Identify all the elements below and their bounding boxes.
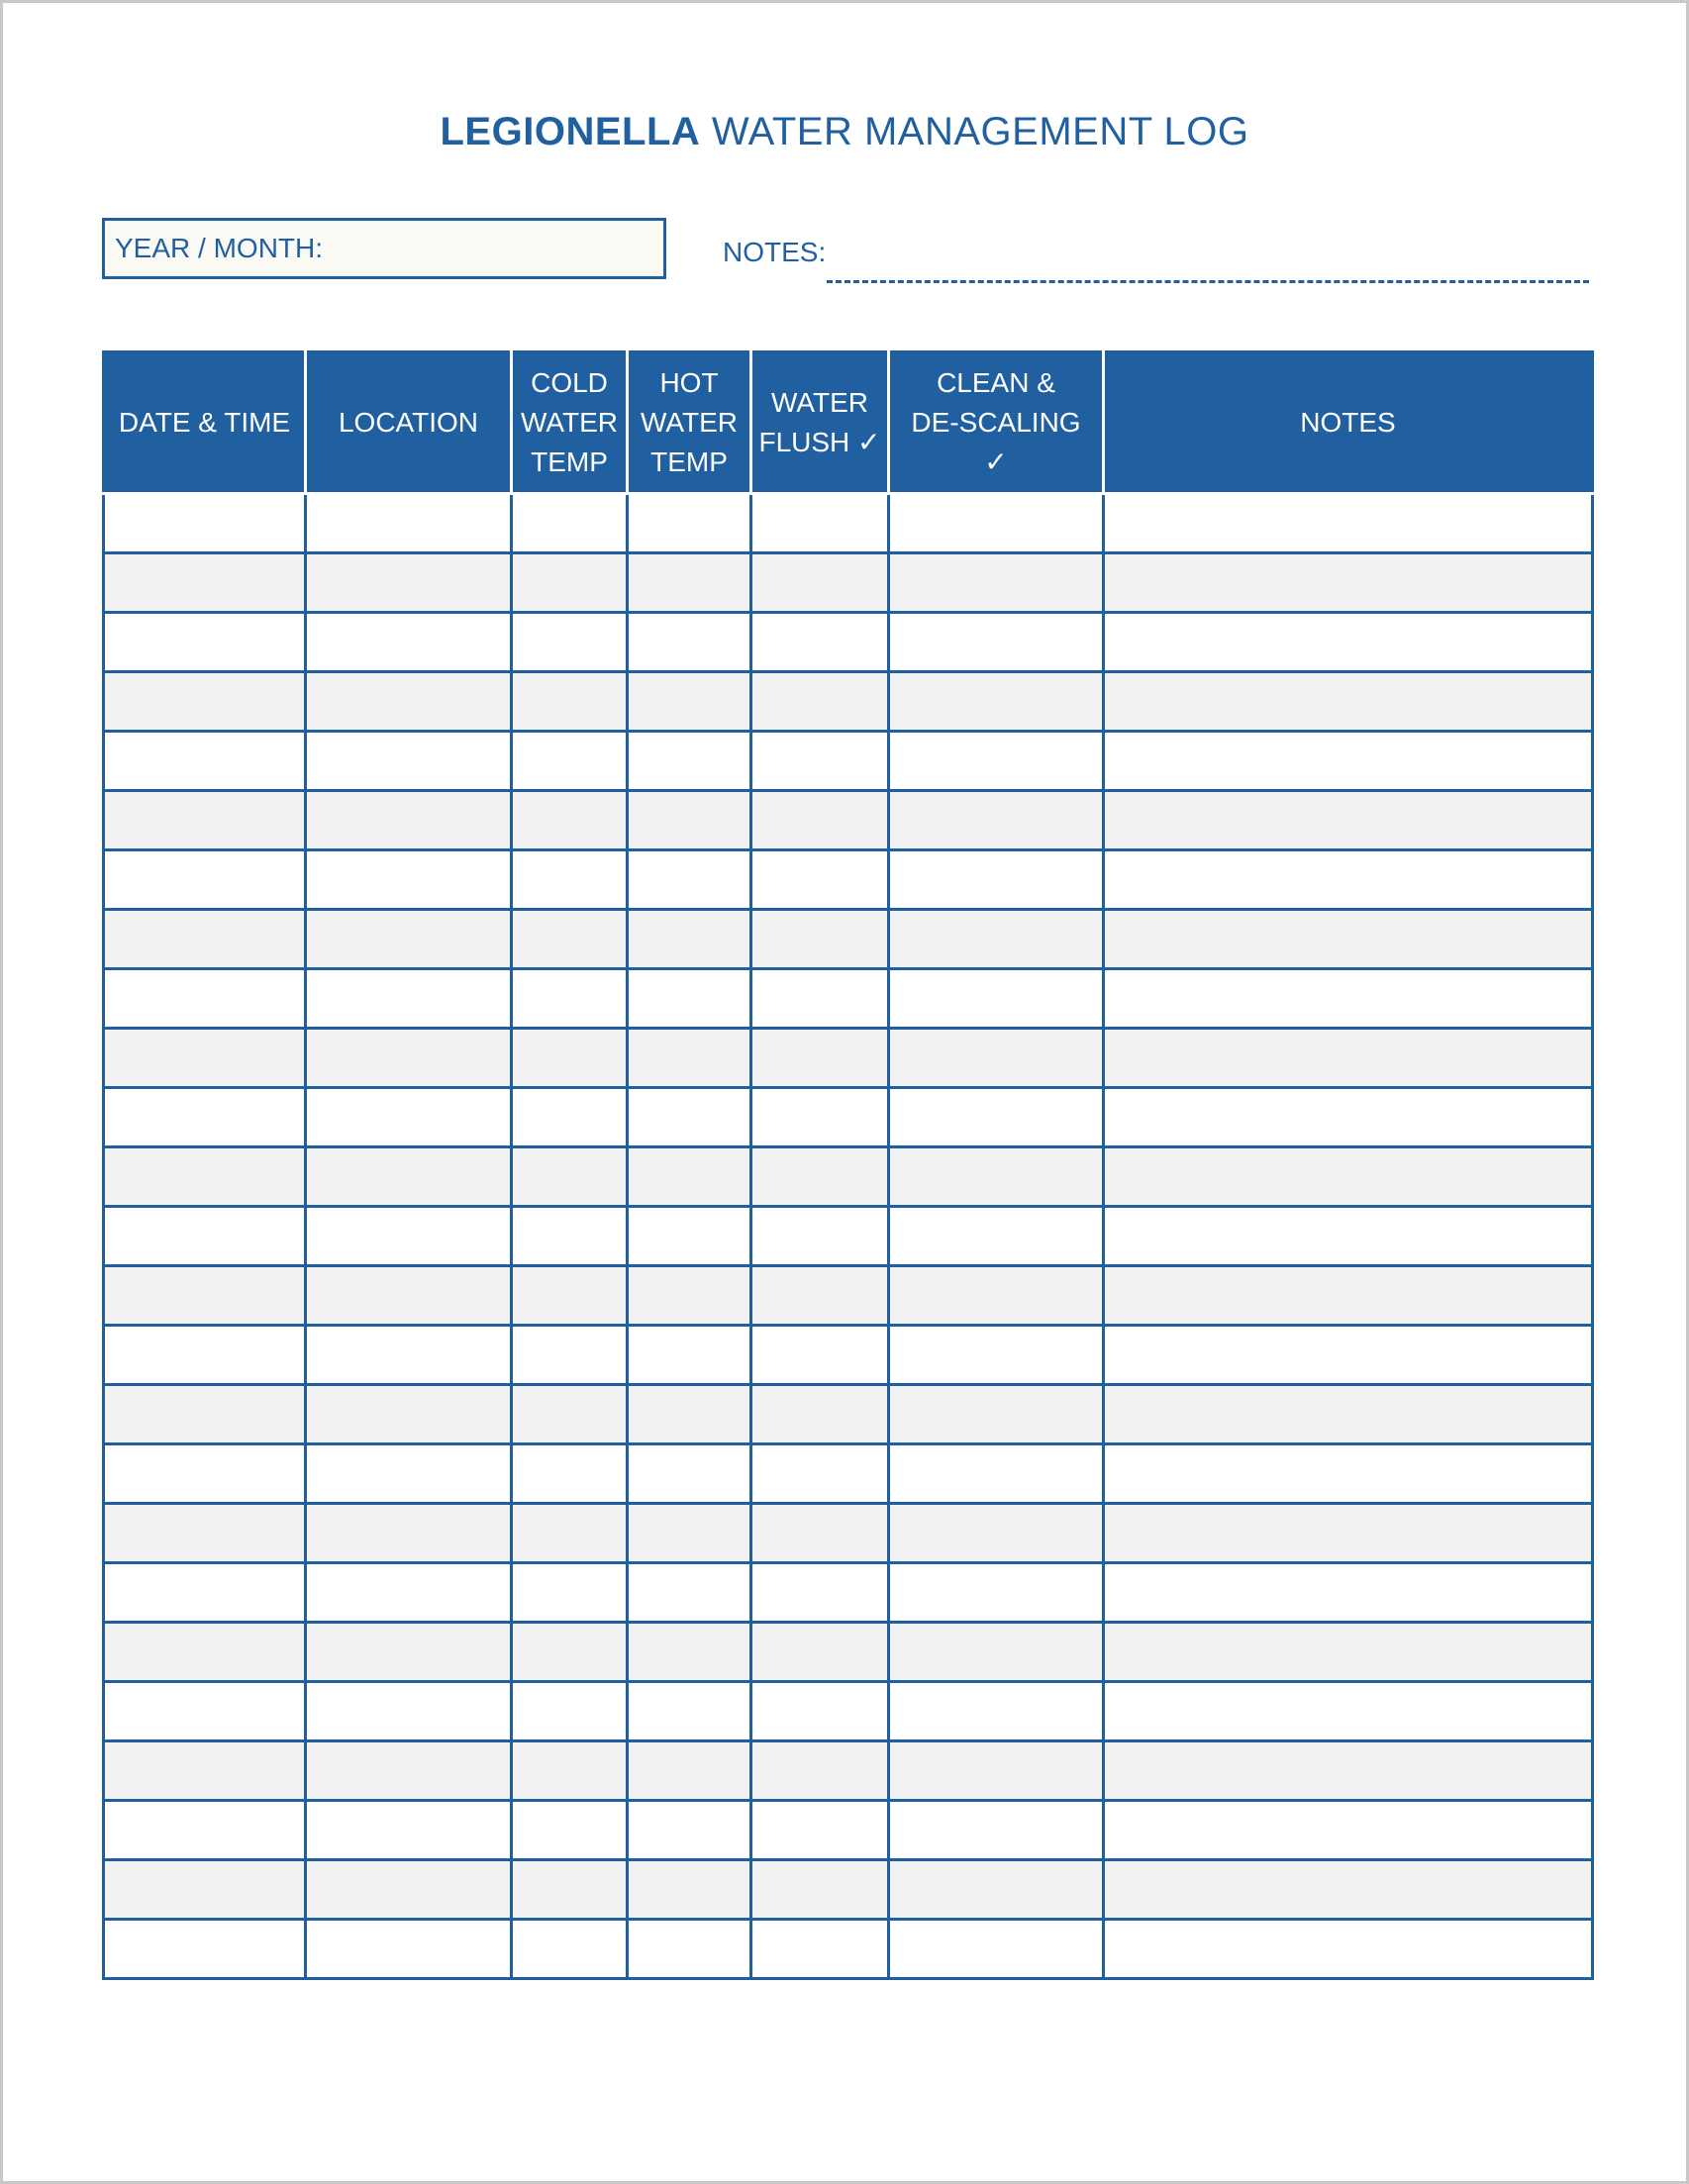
location-cell[interactable] [306,672,512,732]
clean-descaling-cell[interactable] [889,1385,1104,1444]
cold-water-temp-cell[interactable] [512,910,628,969]
notes-label: NOTES: [723,237,827,267]
clean-descaling-cell[interactable] [889,553,1104,613]
water-flush-cell[interactable] [751,1266,889,1326]
table-row [104,1266,1593,1326]
cold-water-temp-cell[interactable] [512,1207,628,1266]
date-time-cell[interactable] [104,1563,306,1623]
table-row [104,672,1593,732]
hot-water-temp-cell[interactable] [628,1088,751,1147]
cold-water-temp-cell[interactable] [512,672,628,732]
table-row [104,1147,1593,1207]
clean-descaling-cell[interactable] [889,1801,1104,1860]
hot-water-temp-cell[interactable] [628,1682,751,1741]
location-cell[interactable] [306,1504,512,1563]
location-cell[interactable] [306,1088,512,1147]
hot-water-temp-cell[interactable] [628,1385,751,1444]
notes-cell[interactable] [1104,1623,1593,1682]
location-cell[interactable] [306,1326,512,1385]
table-row [104,791,1593,850]
table-row [104,1088,1593,1147]
water-flush-cell[interactable] [751,494,889,553]
year-month-label: YEAR / MONTH: [115,233,324,263]
table-row [104,969,1593,1029]
water-flush-cell[interactable] [751,1207,889,1266]
notes-cell[interactable] [1104,1326,1593,1385]
location-cell[interactable] [306,1444,512,1504]
date-time-cell[interactable] [104,1088,306,1147]
notes-cell[interactable] [1104,1741,1593,1801]
location-cell[interactable] [306,1801,512,1860]
location-cell[interactable] [306,1563,512,1623]
log-body [104,494,1593,1979]
clean-descaling-cell[interactable] [889,1088,1104,1147]
water-flush-cell[interactable] [751,1563,889,1623]
cold-water-temp-cell[interactable] [512,850,628,910]
notes-cell[interactable] [1104,1563,1593,1623]
location-cell[interactable] [306,1741,512,1801]
cold-water-temp-cell[interactable] [512,1920,628,1979]
cold-water-temp-cell[interactable] [512,1504,628,1563]
table-row [104,1860,1593,1920]
clean-descaling-cell[interactable] [889,1444,1104,1504]
location-cell[interactable] [306,1920,512,1979]
clean-descaling-cell[interactable] [889,613,1104,672]
title-bold: LEGIONELLA [440,110,701,153]
clean-descaling-cell[interactable] [889,1682,1104,1741]
water-flush-cell[interactable] [751,1326,889,1385]
water-flush-cell[interactable] [751,969,889,1029]
date-time-cell[interactable] [104,850,306,910]
hot-water-temp-cell[interactable] [628,1504,751,1563]
water-flush-cell[interactable] [751,1682,889,1741]
col-water-flush: WATER FLUSH ✓ [751,352,889,494]
clean-descaling-cell[interactable] [889,732,1104,791]
water-flush-cell[interactable] [751,1860,889,1920]
clean-descaling-cell[interactable] [889,672,1104,732]
clean-descaling-cell[interactable] [889,910,1104,969]
col-clean-descaling: CLEAN & DE-SCALING ✓ [889,352,1104,494]
table-row [104,1741,1593,1801]
table-row [104,1504,1593,1563]
date-time-cell[interactable] [104,494,306,553]
col-hot-water-temp: HOT WATER TEMP [628,352,751,494]
table-row [104,732,1593,791]
table-row [104,1682,1593,1741]
date-time-cell[interactable] [104,672,306,732]
location-cell[interactable] [306,969,512,1029]
water-flush-cell[interactable] [751,910,889,969]
water-flush-cell[interactable] [751,1029,889,1088]
date-time-cell[interactable] [104,1860,306,1920]
water-flush-cell[interactable] [751,1444,889,1504]
notes-cell[interactable] [1104,969,1593,1029]
location-cell[interactable] [306,1207,512,1266]
table-row [104,494,1593,553]
date-time-cell[interactable] [104,732,306,791]
col-cold-water-temp: COLD WATER TEMP [512,352,628,494]
clean-descaling-cell[interactable] [889,1920,1104,1979]
table-row [104,1920,1593,1979]
clean-descaling-cell[interactable] [889,1266,1104,1326]
cold-water-temp-cell[interactable] [512,1682,628,1741]
notes-cell[interactable] [1104,1504,1593,1563]
water-flush-cell[interactable] [751,850,889,910]
date-time-cell[interactable] [104,1504,306,1563]
water-flush-cell[interactable] [751,1088,889,1147]
cold-water-temp-cell[interactable] [512,791,628,850]
table-row [104,850,1593,910]
table-row [104,1623,1593,1682]
water-flush-cell[interactable] [751,1147,889,1207]
notes-cell[interactable] [1104,613,1593,672]
date-time-cell[interactable] [104,1147,306,1207]
location-cell[interactable] [306,910,512,969]
date-time-cell[interactable] [104,791,306,850]
cold-water-temp-cell[interactable] [512,1741,628,1801]
hot-water-temp-cell[interactable] [628,672,751,732]
hot-water-temp-cell[interactable] [628,1029,751,1088]
hot-water-temp-cell[interactable] [628,732,751,791]
header-row [104,352,1593,494]
hot-water-temp-cell[interactable] [628,1920,751,1979]
water-flush-cell[interactable] [751,1801,889,1860]
clean-descaling-cell[interactable] [889,1207,1104,1266]
notes-cell[interactable] [1104,553,1593,613]
notes-cell[interactable] [1104,850,1593,910]
hot-water-temp-cell[interactable] [628,1444,751,1504]
date-time-cell[interactable] [104,1029,306,1088]
water-flush-cell[interactable] [751,672,889,732]
date-time-cell[interactable] [104,910,306,969]
notes-cell[interactable] [1104,732,1593,791]
water-flush-cell[interactable] [751,553,889,613]
log-table [102,350,1594,1980]
hot-water-temp-cell[interactable] [628,553,751,613]
cold-water-temp-cell[interactable] [512,494,628,553]
clean-descaling-cell[interactable] [889,1147,1104,1207]
notes-cell[interactable] [1104,1682,1593,1741]
cold-water-temp-cell[interactable] [512,1623,628,1682]
year-month-field[interactable] [102,218,666,279]
date-time-cell[interactable] [104,969,306,1029]
col-location: LOCATION [306,352,512,494]
col-notes: NOTES [1104,352,1593,494]
location-cell[interactable] [306,850,512,910]
cold-water-temp-cell[interactable] [512,1266,628,1326]
hot-water-temp-cell[interactable] [628,850,751,910]
location-cell[interactable] [306,613,512,672]
table-row [104,1385,1593,1444]
hot-water-temp-cell[interactable] [628,1147,751,1207]
location-cell[interactable] [306,732,512,791]
date-time-cell[interactable] [104,1682,306,1741]
date-time-cell[interactable] [104,1266,306,1326]
clean-descaling-cell[interactable] [889,791,1104,850]
notes-cell[interactable] [1104,791,1593,850]
table-row [104,1207,1593,1266]
table-row [104,910,1593,969]
col-date-time: DATE & TIME [104,352,306,494]
cold-water-temp-cell[interactable] [512,613,628,672]
date-time-cell[interactable] [104,1920,306,1979]
clean-descaling-cell[interactable] [889,1860,1104,1920]
notes-cell[interactable] [1104,1920,1593,1979]
cold-water-temp-cell[interactable] [512,1326,628,1385]
date-time-cell[interactable] [104,613,306,672]
notes-cell[interactable] [1104,910,1593,969]
date-time-cell[interactable] [104,1623,306,1682]
location-cell[interactable] [306,494,512,553]
hot-water-temp-cell[interactable] [628,969,751,1029]
water-flush-cell[interactable] [751,1623,889,1682]
location-cell[interactable] [306,1266,512,1326]
notes-cell[interactable] [1104,1444,1593,1504]
hot-water-temp-cell[interactable] [628,1801,751,1860]
hot-water-temp-cell[interactable] [628,1326,751,1385]
hot-water-temp-cell[interactable] [628,613,751,672]
cold-water-temp-cell[interactable] [512,1029,628,1088]
cold-water-temp-cell[interactable] [512,732,628,791]
table-row [104,1444,1593,1504]
clean-descaling-cell[interactable] [889,1029,1104,1088]
water-flush-cell[interactable] [751,1920,889,1979]
notes-field[interactable] [827,280,1589,283]
clean-descaling-cell[interactable] [889,1623,1104,1682]
cold-water-temp-cell[interactable] [512,969,628,1029]
clean-descaling-cell[interactable] [889,494,1104,553]
notes-cell[interactable] [1104,1801,1593,1860]
date-time-cell[interactable] [104,1207,306,1266]
clean-descaling-cell[interactable] [889,1326,1104,1385]
table-row [104,1326,1593,1385]
title-rest: WATER MANAGEMENT LOG [700,110,1249,153]
location-cell[interactable] [306,1029,512,1088]
cold-water-temp-cell[interactable] [512,1860,628,1920]
notes-cell[interactable] [1104,1385,1593,1444]
hot-water-temp-cell[interactable] [628,494,751,553]
hot-water-temp-cell[interactable] [628,1741,751,1801]
page-title [3,110,1686,154]
hot-water-temp-cell[interactable] [628,910,751,969]
location-cell[interactable] [306,1860,512,1920]
location-cell[interactable] [306,791,512,850]
water-flush-cell[interactable] [751,732,889,791]
water-flush-cell[interactable] [751,791,889,850]
clean-descaling-cell[interactable] [889,1563,1104,1623]
cold-water-temp-cell[interactable] [512,1088,628,1147]
cold-water-temp-cell[interactable] [512,1801,628,1860]
date-time-cell[interactable] [104,1385,306,1444]
hot-water-temp-cell[interactable] [628,1860,751,1920]
notes-cell[interactable] [1104,1088,1593,1147]
water-flush-cell[interactable] [751,1385,889,1444]
table-row [104,553,1593,613]
table-row [104,1801,1593,1860]
hot-water-temp-cell[interactable] [628,1623,751,1682]
table-row [104,613,1593,672]
location-cell[interactable] [306,553,512,613]
location-cell[interactable] [306,1385,512,1444]
cold-water-temp-cell[interactable] [512,1385,628,1444]
clean-descaling-cell[interactable] [889,1741,1104,1801]
clean-descaling-cell[interactable] [889,850,1104,910]
notes-cell[interactable] [1104,1147,1593,1207]
table-row [104,1563,1593,1623]
hot-water-temp-cell[interactable] [628,791,751,850]
notes-cell[interactable] [1104,1266,1593,1326]
notes-cell[interactable] [1104,1029,1593,1088]
cold-water-temp-cell[interactable] [512,1147,628,1207]
notes-cell[interactable] [1104,672,1593,732]
cold-water-temp-cell[interactable] [512,553,628,613]
date-time-cell[interactable] [104,1444,306,1504]
water-flush-cell[interactable] [751,613,889,672]
water-flush-cell[interactable] [751,1741,889,1801]
notes-cell[interactable] [1104,1207,1593,1266]
clean-descaling-cell[interactable] [889,1504,1104,1563]
notes-cell[interactable] [1104,494,1593,553]
water-flush-cell[interactable] [751,1504,889,1563]
date-time-cell[interactable] [104,1326,306,1385]
date-time-cell[interactable] [104,1801,306,1860]
cold-water-temp-cell[interactable] [512,1444,628,1504]
location-cell[interactable] [306,1623,512,1682]
location-cell[interactable] [306,1147,512,1207]
date-time-cell[interactable] [104,553,306,613]
hot-water-temp-cell[interactable] [628,1266,751,1326]
notes-cell[interactable] [1104,1860,1593,1920]
date-time-cell[interactable] [104,1741,306,1801]
hot-water-temp-cell[interactable] [628,1563,751,1623]
location-cell[interactable] [306,1682,512,1741]
clean-descaling-cell[interactable] [889,969,1104,1029]
hot-water-temp-cell[interactable] [628,1207,751,1266]
table-row [104,1029,1593,1088]
cold-water-temp-cell[interactable] [512,1563,628,1623]
